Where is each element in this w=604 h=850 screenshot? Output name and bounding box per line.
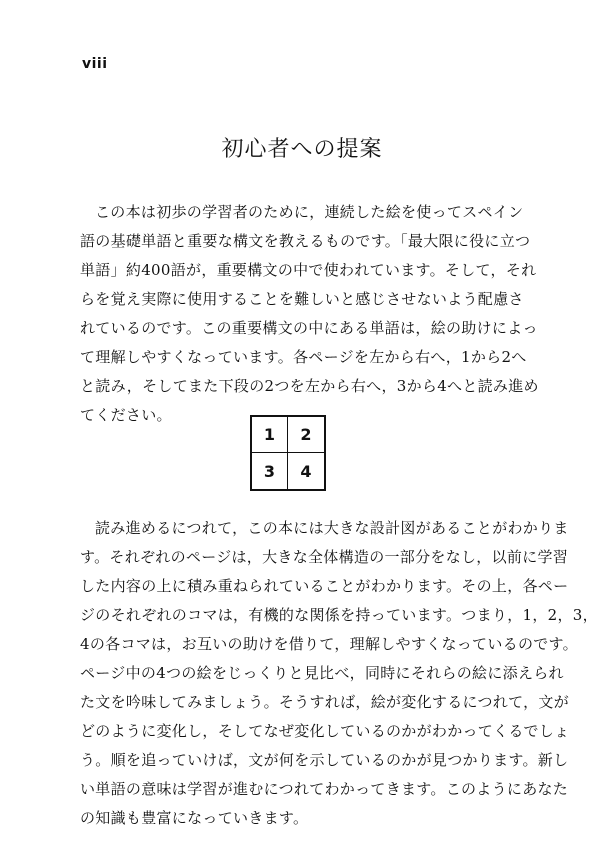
text-line: う。順を追っていけば，文が何を示しているのかが見つかります。新し xyxy=(80,751,569,769)
panel-1-label: 1 xyxy=(252,417,288,453)
text-line: 読み進めるにつれて，この本には大きな設計図があることがわかりま xyxy=(95,519,569,537)
reading-guide-paragraph xyxy=(80,514,598,833)
text-line: ジのそれぞれのコマは，有機的な関係を持っています。つまり，1，2，3， xyxy=(80,606,598,624)
page-title: 初心者への提案 xyxy=(221,137,383,162)
reading-order-diagram xyxy=(250,415,326,491)
panel-3-label: 3 xyxy=(252,453,288,489)
text-line: らを覚え実際に使用することを難しいと感じさせないよう配慮さ xyxy=(80,290,524,308)
text-line: 単語」約400語が，重要構文の中で使われています。そして，それ xyxy=(80,261,537,279)
text-line: この本は初歩の学習者のために，連続した絵を使ってスペイン xyxy=(95,203,524,221)
text-line: どのように変化し，そしてなぜ変化しているのかがわかってくるでしょ xyxy=(80,722,570,740)
text-line: て理解しやすくなっています。各ページを左から右へ，1から2へ xyxy=(80,348,527,366)
panel-4-label: 4 xyxy=(300,461,312,481)
text-line: れているのです。この重要構文の中にある単語は，絵の助けによっ xyxy=(80,319,538,337)
text-line: てください。 xyxy=(80,406,172,424)
text-line: の知識も豊富になっていきます。 xyxy=(80,809,309,827)
panel-2-label: 2 xyxy=(288,417,324,453)
page-number: viii xyxy=(82,56,108,72)
text-line: ページ中の4つの絵をじっくりと見比べ，同時にそれらの絵に添えられ xyxy=(80,664,564,682)
text-line: した内容の上に積み重ねられていることがわかります。その上，各ペー xyxy=(80,577,569,595)
text-line: い単語の意味は学習が進むにつれてわかってきます。このようにあなた xyxy=(80,780,569,798)
text-line: た文を吟味してみましょう。そうすれば，絵が変化するにつれて，文が xyxy=(80,693,570,711)
text-line: 語の基礎単語と重要な構文を教えるものです。「最大限に役に立つ xyxy=(80,232,531,250)
text-line: と読み，そしてまた下段の2つを左から右へ，3から4へと読み進め xyxy=(80,377,539,395)
intro-paragraph xyxy=(80,198,539,430)
text-line: す。それぞれのページは，大きな全体構造の一部分をなし，以前に学習 xyxy=(80,548,569,566)
text-line: 4の各コマは，お互いの助けを借りて，理解しやすくなっているのです。 xyxy=(80,635,578,653)
